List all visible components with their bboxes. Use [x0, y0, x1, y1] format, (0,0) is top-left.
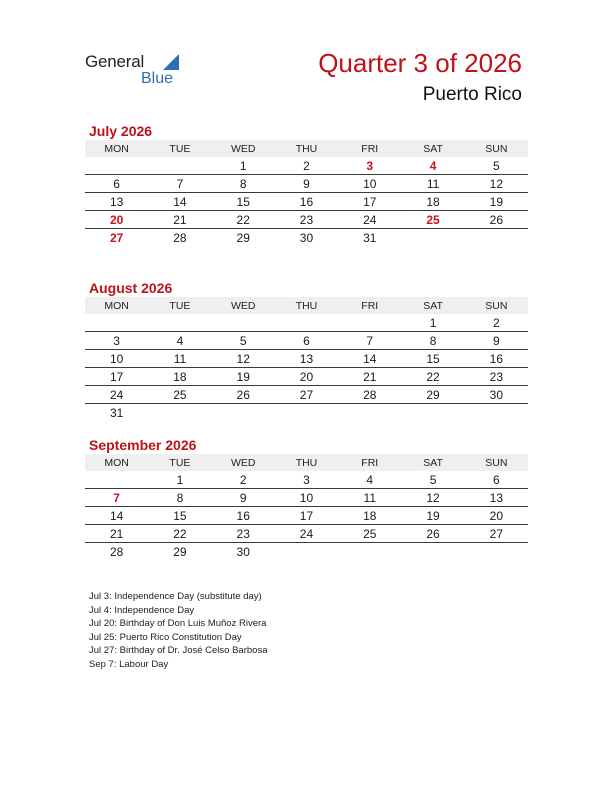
day-cell [338, 543, 401, 561]
day-cell: 27 [109, 230, 124, 245]
day-cell: 15 [401, 350, 464, 368]
weekday-label: MON [85, 297, 148, 314]
month-block-august [85, 279, 528, 421]
holiday-note: Jul 25: Puerto Rico Constitution Day [89, 631, 242, 643]
day-cell: 12 [401, 489, 464, 507]
day-cell: 3 [338, 157, 401, 175]
day-cell: 26 [401, 525, 464, 543]
day-cell: 17 [338, 193, 401, 211]
weekday-label: SUN [465, 297, 528, 314]
day-cell: 20 [85, 211, 148, 229]
weekday-label: SAT [401, 454, 464, 471]
day-cell: 13 [465, 489, 528, 507]
day-cell: 23 [465, 368, 528, 386]
day-cell: 8 [148, 489, 211, 507]
week-row [85, 211, 528, 229]
weekday-label: MON [85, 140, 148, 157]
day-cell: 13 [275, 350, 338, 368]
day-cell: 3 [275, 471, 338, 489]
day-cell: 9 [212, 489, 275, 507]
weekday-label: TUE [148, 454, 211, 471]
weekday-header-row [85, 297, 528, 314]
week-row [85, 350, 528, 368]
day-cell: 2 [465, 314, 528, 332]
day-cell: 12 [465, 175, 528, 193]
day-cell: 11 [148, 350, 211, 368]
day-cell: 24 [85, 386, 148, 404]
day-cell: 11 [401, 175, 464, 193]
week-row [85, 193, 528, 211]
day-cell [85, 157, 148, 175]
day-cell: 16 [212, 507, 275, 525]
day-cell: 20 [465, 507, 528, 525]
calendar-table [85, 297, 528, 421]
day-cell: 14 [148, 193, 211, 211]
weekday-label: WED [212, 454, 275, 471]
day-cell: 9 [465, 332, 528, 350]
weekday-label: MON [85, 454, 148, 471]
day-cell: 15 [148, 507, 211, 525]
day-cell: 1 [212, 157, 275, 175]
day-cell: 2 [212, 471, 275, 489]
day-cell: 18 [338, 507, 401, 525]
week-row [85, 525, 528, 543]
day-cell: 29 [401, 386, 464, 404]
day-cell: 13 [85, 193, 148, 211]
day-cell: 22 [148, 525, 211, 543]
day-cell: 23 [275, 211, 338, 229]
holiday-note: Jul 20: Birthday of Don Luis Muñoz Rivera [89, 618, 267, 629]
day-cell: 28 [109, 544, 124, 559]
day-cell: 10 [85, 350, 148, 368]
day-cell: 31 [363, 230, 377, 245]
week-row [85, 471, 528, 489]
day-cell: 5 [465, 157, 528, 175]
weekday-label: FRI [338, 140, 401, 157]
weekday-label: THU [275, 140, 338, 157]
month-title: August 2026 [89, 280, 173, 296]
day-cell: 1 [401, 314, 464, 332]
day-cell: 29 [173, 544, 187, 559]
day-cell: 30 [299, 230, 314, 245]
day-cell [275, 314, 338, 332]
day-cell: 10 [275, 489, 338, 507]
day-cell: 4 [401, 157, 464, 175]
week-row [85, 386, 528, 404]
day-cell: 21 [338, 368, 401, 386]
day-cell [275, 543, 338, 561]
month-block-september [85, 436, 528, 560]
day-cell: 16 [275, 193, 338, 211]
weekday-label: TUE [148, 140, 211, 157]
day-cell: 6 [465, 471, 528, 489]
day-cell [401, 404, 464, 422]
day-cell [465, 543, 528, 561]
day-cell: 8 [401, 332, 464, 350]
generalblue-logo [85, 52, 195, 92]
day-cell: 14 [338, 350, 401, 368]
day-cell: 17 [275, 507, 338, 525]
day-cell: 25 [401, 211, 464, 229]
day-cell: 20 [275, 368, 338, 386]
week-row [85, 404, 528, 422]
weekday-label: THU [275, 454, 338, 471]
day-cell: 19 [465, 193, 528, 211]
day-cell: 14 [85, 507, 148, 525]
day-cell: 26 [212, 386, 275, 404]
day-cell: 5 [401, 471, 464, 489]
day-cell [148, 404, 211, 422]
week-row [85, 157, 528, 175]
day-cell: 21 [148, 211, 211, 229]
day-cell: 7 [85, 489, 148, 507]
day-cell: 29 [236, 230, 250, 245]
weekday-label: FRI [338, 297, 401, 314]
day-cell: 25 [148, 386, 211, 404]
day-cell: 4 [148, 332, 211, 350]
week-row [85, 489, 528, 507]
day-cell: 6 [85, 175, 148, 193]
day-cell [338, 404, 401, 422]
day-cell: 30 [236, 544, 250, 559]
day-cell [275, 404, 338, 422]
day-cell: 8 [212, 175, 275, 193]
weekday-label: SUN [465, 454, 528, 471]
day-cell: 3 [85, 332, 148, 350]
day-cell [401, 229, 464, 247]
day-cell [338, 314, 401, 332]
holiday-note: Jul 4: Independence Day [89, 604, 195, 616]
day-cell [465, 229, 528, 247]
day-cell: 22 [401, 368, 464, 386]
day-cell [212, 404, 275, 422]
day-cell [148, 157, 211, 175]
weekday-label: SUN [465, 140, 528, 157]
day-cell: 21 [85, 525, 148, 543]
day-cell: 18 [401, 193, 464, 211]
week-row [85, 543, 528, 561]
day-cell: 24 [338, 211, 401, 229]
day-cell: 15 [212, 193, 275, 211]
page-title: Quarter 3 of 2026 [318, 48, 522, 78]
day-cell: 31 [109, 405, 124, 420]
holiday-notes [89, 590, 267, 671]
day-cell: 11 [338, 489, 401, 507]
calendar-table [85, 140, 528, 246]
day-cell: 19 [401, 507, 464, 525]
month-title: July 2026 [89, 123, 153, 139]
day-cell: 4 [338, 471, 401, 489]
day-cell: 28 [338, 386, 401, 404]
weekday-label: SAT [401, 297, 464, 314]
day-cell: 18 [148, 368, 211, 386]
day-cell: 24 [275, 525, 338, 543]
day-cell [85, 471, 148, 489]
holiday-note: Jul 27: Birthday of Dr. José Celso Barbosa [89, 645, 268, 656]
week-row [85, 229, 528, 247]
weekday-header-row [85, 140, 528, 157]
day-cell: 30 [465, 386, 528, 404]
day-cell: 23 [212, 525, 275, 543]
day-cell: 9 [275, 175, 338, 193]
logo-triangle-icon [163, 54, 179, 70]
day-cell: 28 [173, 230, 187, 245]
day-cell [85, 314, 148, 332]
logo-word-general: General [85, 52, 145, 71]
day-cell: 25 [338, 525, 401, 543]
day-cell: 26 [465, 211, 528, 229]
weekday-label: WED [212, 297, 275, 314]
day-cell: 22 [212, 211, 275, 229]
day-cell: 10 [338, 175, 401, 193]
weekday-label: SAT [401, 140, 464, 157]
country-name: Puerto Rico [422, 84, 522, 105]
month-title: September 2026 [89, 437, 197, 453]
day-cell [401, 543, 464, 561]
week-row [85, 507, 528, 525]
weekday-header-row [85, 454, 528, 471]
week-row [85, 175, 528, 193]
day-cell: 7 [338, 332, 401, 350]
logo-word-blue: Blue [141, 70, 174, 87]
day-cell: 19 [212, 368, 275, 386]
day-cell: 2 [275, 157, 338, 175]
weekday-label: THU [275, 297, 338, 314]
day-cell: 17 [85, 368, 148, 386]
week-row [85, 314, 528, 332]
holiday-note: Jul 3: Independence Day (substitute day) [89, 591, 262, 602]
day-cell: 1 [148, 471, 211, 489]
day-cell: 5 [212, 332, 275, 350]
day-cell [465, 404, 528, 422]
day-cell: 6 [275, 332, 338, 350]
weekday-label: TUE [148, 297, 211, 314]
day-cell: 12 [212, 350, 275, 368]
weekday-label: FRI [338, 454, 401, 471]
holiday-note: Sep 7: Labour Day [89, 658, 169, 670]
weekday-label: WED [212, 140, 275, 157]
day-cell: 27 [465, 525, 528, 543]
day-cell [212, 314, 275, 332]
calendar-table [85, 454, 528, 560]
day-cell [148, 314, 211, 332]
day-cell: 27 [275, 386, 338, 404]
day-cell: 16 [465, 350, 528, 368]
week-row [85, 332, 528, 350]
week-row [85, 368, 528, 386]
day-cell: 7 [148, 175, 211, 193]
month-block-july [85, 122, 528, 246]
